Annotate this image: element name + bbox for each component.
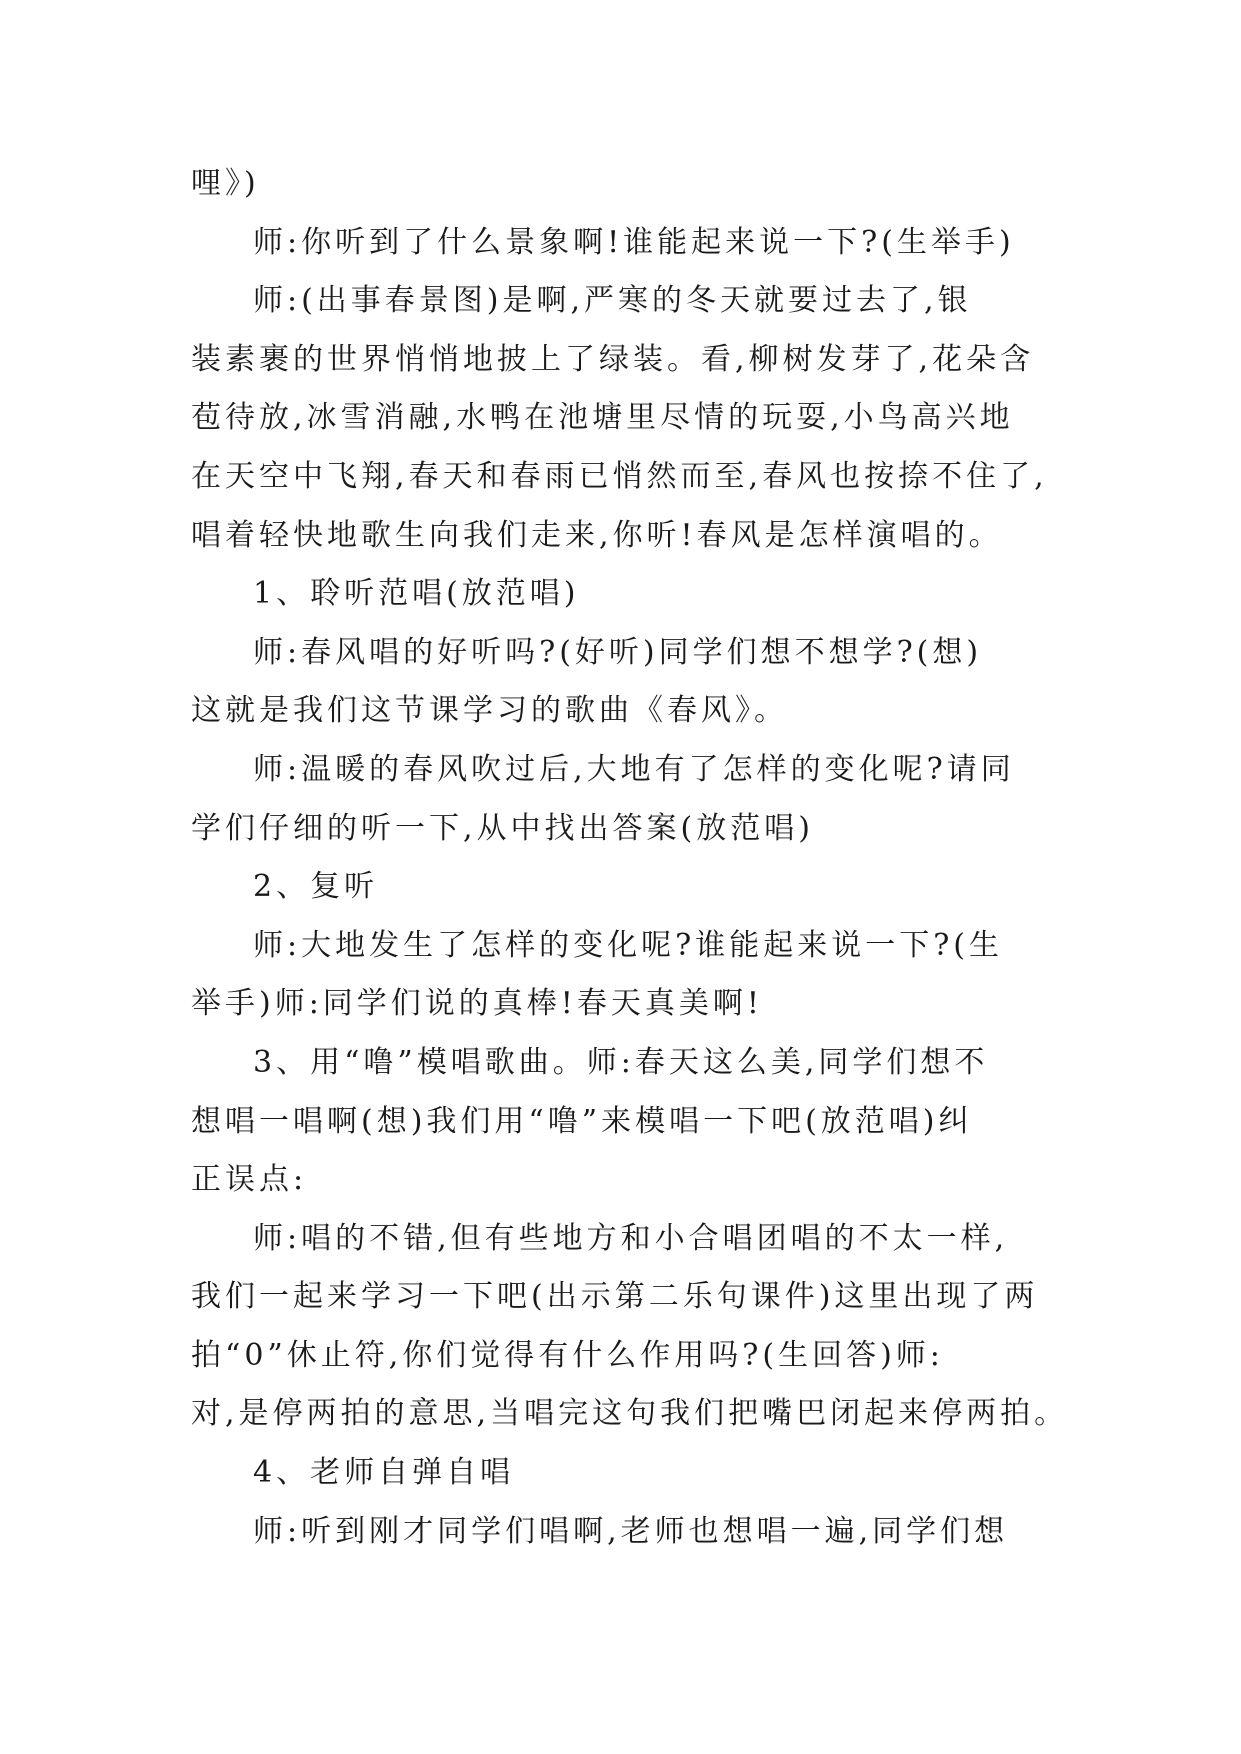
text-line: 学们仔细的听一下,从中找出答案(放范唱)	[191, 810, 814, 846]
text-line: 想唱一唱啊(想)我们用“噜”来模唱一下吧(放范唱)纠	[191, 1103, 973, 1139]
section-heading: 3、用“噜”模唱歌曲。师:春天这么美,同学们想不	[253, 1044, 989, 1080]
text-line: 师:春风唱的好听吗?(好听)同学们想不想学?(想)	[253, 634, 983, 670]
text-line: 师:温暖的春风吹过后,大地有了怎样的变化呢?请同	[253, 751, 1015, 787]
text-line: 装素裹的世界悄悄地披上了绿装。看,柳树发芽了,花朵含	[191, 341, 1035, 377]
text-line: 哩》)	[191, 166, 260, 201]
text-line: 师:你听到了什么景象啊!谁能起来说一下?(生举手)	[253, 224, 1015, 260]
text-line: 我们一起来学习一下吧(出示第二乐句课件)这里出现了两	[191, 1279, 1039, 1315]
text-line: 师:大地发生了怎样的变化呢?谁能起来说一下?(生	[253, 927, 1003, 963]
section-heading: 1、聆听范唱(放范唱)	[253, 576, 580, 612]
text-line: 正误点:	[191, 1162, 308, 1198]
section-heading: 2、复听	[253, 869, 379, 905]
text-line: 苞待放,冰雪消融,水鸭在池塘里尽情的玩耍,小鸟高兴地	[191, 400, 1014, 436]
document-body	[191, 155, 1081, 1561]
text-line: 师:(出事春景图)是啊,严寒的冬天就要过去了,银	[253, 283, 972, 319]
text-line: 举手)师:同学们说的真棒!春天真美啊!	[191, 986, 763, 1022]
section-heading: 4、老师自弹自唱	[253, 1455, 515, 1491]
text-line: 唱着轻快地歌生向我们走来,你听!春风是怎样演唱的。	[191, 517, 1003, 553]
text-line: 在天空中飞翔,春天和春雨已悄然而至,春风也按捺不住了,	[191, 458, 1048, 494]
text-line: 对,是停两拍的意思,当唱完这句我们把嘴巴闭起来停两拍。	[191, 1396, 1069, 1432]
text-line: 师:听到刚才同学们唱啊,老师也想唱一遍,同学们想	[253, 1513, 1009, 1549]
text-line: 师:唱的不错,但有些地方和小合唱团唱的不太一样,	[253, 1220, 1009, 1256]
text-line: 这就是我们这节课学习的歌曲《春风》。	[191, 693, 788, 729]
text-line: 拍“0”休止符,你们觉得有什么作用吗?(生回答)师:	[191, 1337, 944, 1373]
